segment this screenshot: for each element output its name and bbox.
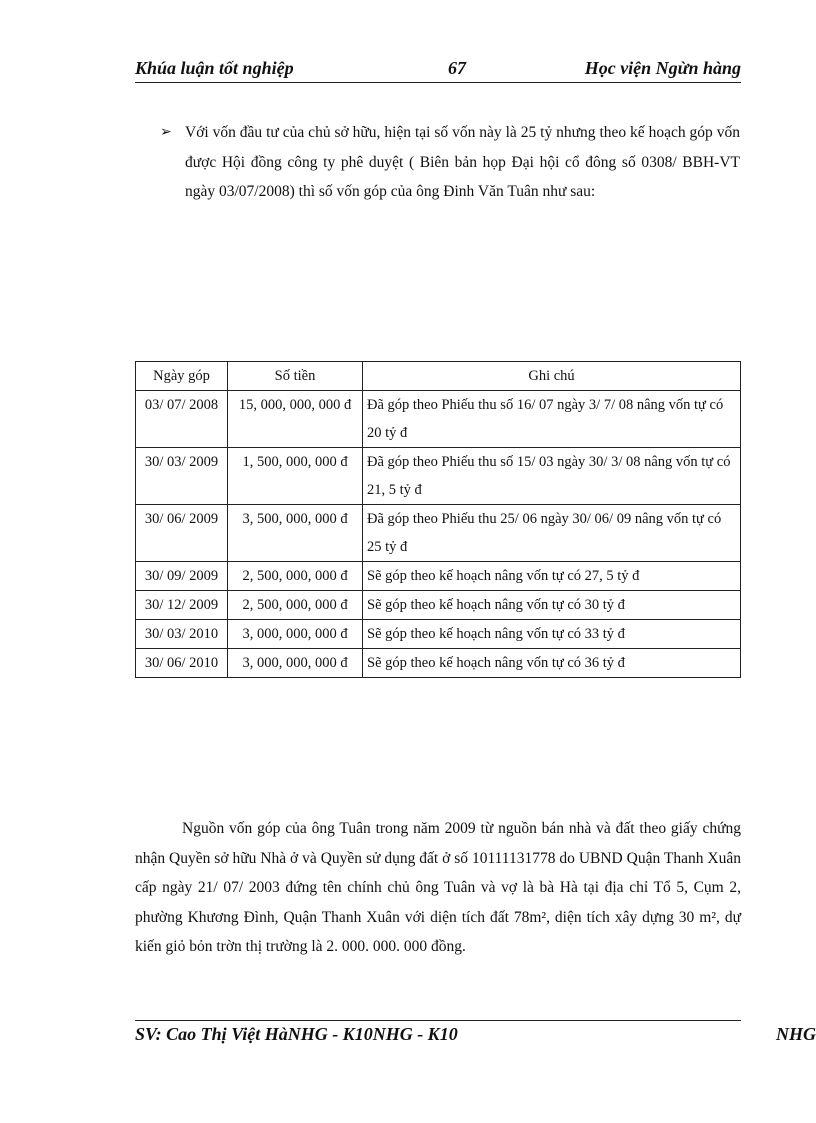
footer-code: NHG	[776, 1024, 816, 1044]
arrow-bullet-icon: ➢	[160, 124, 172, 140]
header-thesis-title: Khúa luận tốt nghiệp	[135, 58, 294, 78]
header-divider	[135, 82, 741, 83]
cell-amount: 3, 500, 000, 000 đ	[228, 505, 363, 562]
cell-amount: 1, 500, 000, 000 đ	[228, 448, 363, 505]
table-row	[136, 562, 741, 591]
table-row	[136, 591, 741, 620]
cell-date: 30/ 03/ 2009	[136, 448, 228, 505]
capital-contribution-table	[135, 361, 741, 678]
column-header-amount: Số tiền	[228, 362, 363, 391]
table-row	[136, 505, 741, 562]
column-header-note: Ghi chú	[363, 362, 741, 391]
cell-note: Đã góp theo Phiếu thu số 15/ 03 ngày 30/ 3/ 08 nâng vốn tự có 21, 5 tỷ đ	[363, 448, 741, 505]
cell-date: 30/ 06/ 2009	[136, 505, 228, 562]
cell-note: Sẽ góp theo kế hoạch nâng vốn tự có 36 tỷ đ	[363, 649, 741, 678]
page-header	[135, 58, 741, 82]
cell-amount: 2, 500, 000, 000 đ	[228, 591, 363, 620]
cell-note: Đã góp theo Phiếu thu 25/ 06 ngày 30/ 06/ 09 nâng vốn tự có 25 tỷ đ	[363, 505, 741, 562]
table-row	[136, 448, 741, 505]
cell-date: 03/ 07/ 2008	[136, 391, 228, 448]
cell-note: Sẽ góp theo kế hoạch nâng vốn tự có 30 tỷ đ	[363, 591, 741, 620]
table-row	[136, 649, 741, 678]
cell-amount: 2, 500, 000, 000 đ	[228, 562, 363, 591]
bullet-paragraph	[160, 118, 740, 207]
cell-note: Sẽ góp theo kế hoạch nâng vốn tự có 27, 5 tỷ đ	[363, 562, 741, 591]
cell-amount: 15, 000, 000, 000 đ	[228, 391, 363, 448]
cell-amount: 3, 000, 000, 000 đ	[228, 649, 363, 678]
table-row	[136, 620, 741, 649]
page-footer	[135, 1024, 816, 1048]
table-row	[136, 391, 741, 448]
footer-student: SV: Cao Thị Việt HàNHG - K10NHG - K10	[135, 1024, 458, 1044]
page-number: 67	[448, 58, 466, 78]
table-header-row	[136, 362, 741, 391]
cell-amount: 3, 000, 000, 000 đ	[228, 620, 363, 649]
footer-divider	[135, 1020, 741, 1021]
header-institution: Học viện Ngừn hàng	[584, 58, 741, 78]
cell-date: 30/ 06/ 2010	[136, 649, 228, 678]
column-header-date: Ngày góp	[136, 362, 228, 391]
cell-note: Đã góp theo Phiếu thu số 16/ 07 ngày 3/ 7/ 08 nâng vốn tự có 20 tỷ đ	[363, 391, 741, 448]
bullet-text: Với vốn đầu tư của chủ sở hữu, hiện tại số vốn này là 25 tỷ nhưng theo kế hoạch góp vốn được Hội đồng công ty phê duyệt ( Biên bản họp Đại hội cổ đông số 0308/ BBH-VT ngày 03/07/2008) thì số vốn góp của ông Đinh Văn Tuân như sau:	[185, 124, 740, 200]
cell-date: 30/ 09/ 2009	[136, 562, 228, 591]
cell-date: 30/ 03/ 2010	[136, 620, 228, 649]
cell-note: Sẽ góp theo kế hoạch nâng vốn tự có 33 tỷ đ	[363, 620, 741, 649]
cell-date: 30/ 12/ 2009	[136, 591, 228, 620]
body-paragraph: Nguồn vốn góp của ông Tuân trong năm 2009 từ nguồn bán nhà và đất theo giấy chứng nhận Quyền sở hữu Nhà ở và Quyền sử dụng đất ở số 10111131778 do UBND Quận Thanh Xuân cấp ngày 21/ 07/ 2003 đứng tên chính chủ ông Tuân và vợ là bà Hà tại địa chỉ Tổ 5, Cụm 2, phường Khương Đình, Quận Thanh Xuân với diện tích đất 78m², diện tích xây dựng 30 m², dự kiến giỏ bỏn trờn thị trường là 2. 000. 000. 000 đồng.	[135, 820, 741, 955]
